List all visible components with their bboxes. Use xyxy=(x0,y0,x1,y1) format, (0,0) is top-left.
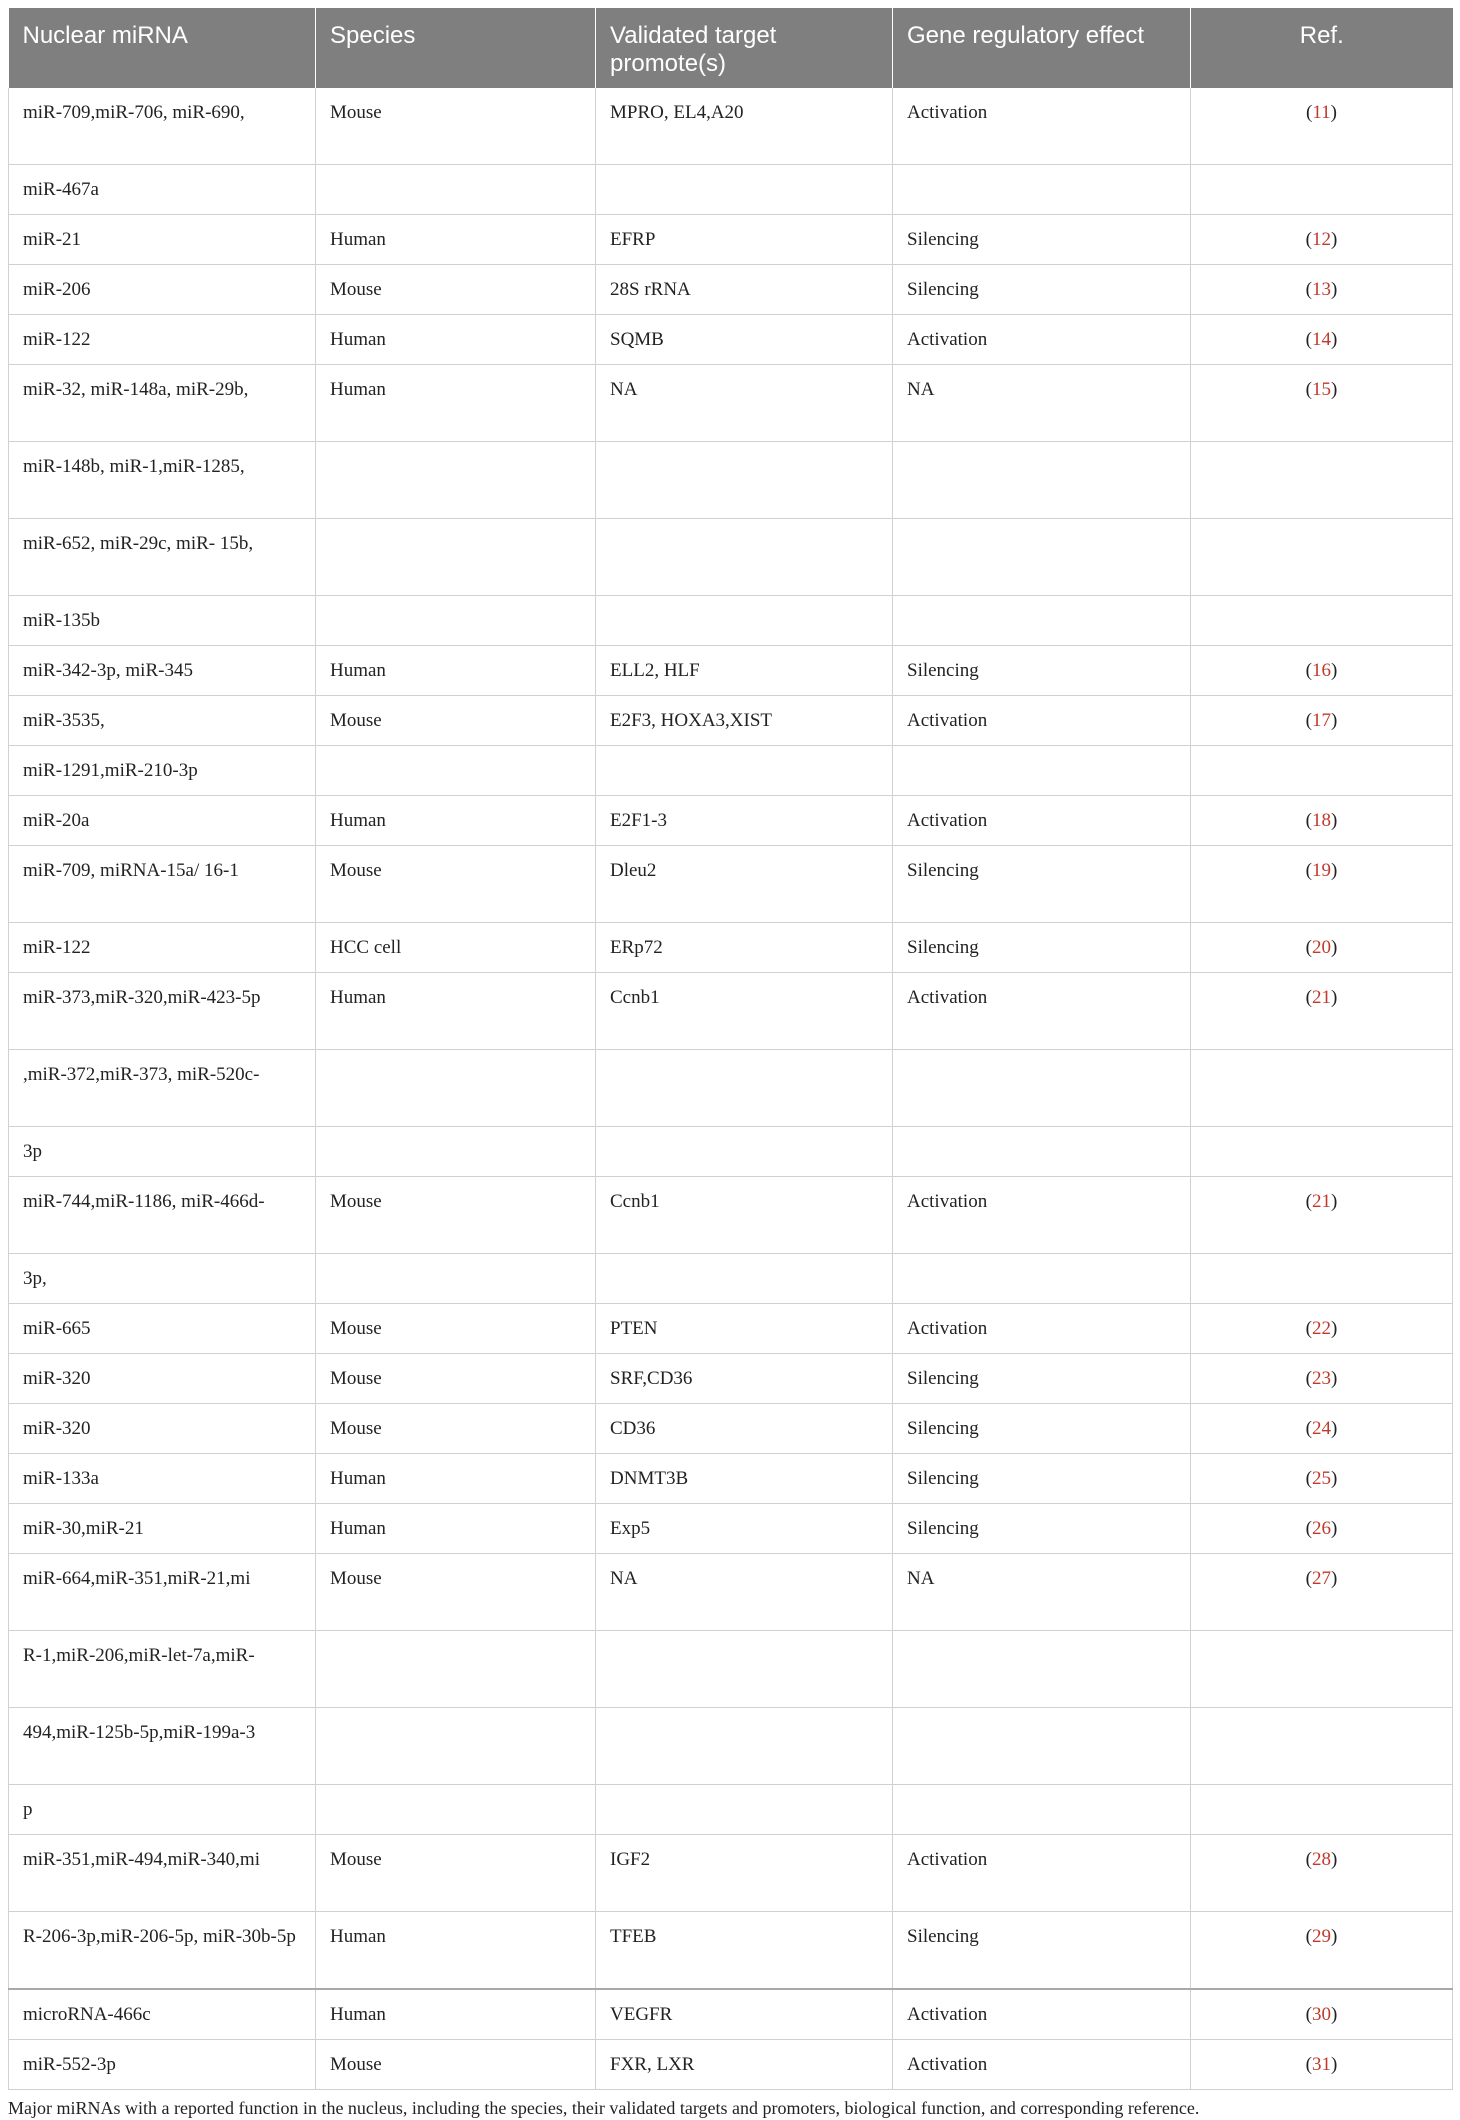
cell-effect: Silencing xyxy=(893,1912,1191,1990)
cell-mirna: miR-744,miR-1186, miR-466d- xyxy=(9,1177,316,1254)
cell-ref xyxy=(1191,646,1453,696)
cell-target xyxy=(596,1631,893,1708)
cell-ref xyxy=(1191,165,1453,215)
cell-mirna: miR-467a xyxy=(9,165,316,215)
ref-paren-close: ) xyxy=(1331,860,1338,881)
ref-paren-open: ( xyxy=(1305,1568,1312,1589)
cell-species xyxy=(316,1254,596,1304)
cell-species: Mouse xyxy=(316,846,596,923)
cell-mirna: miR-652, miR-29c, miR- 15b, xyxy=(9,519,316,596)
cell-target xyxy=(596,1708,893,1785)
cell-ref xyxy=(1191,88,1453,165)
table-row xyxy=(9,1554,1453,1631)
cell-ref xyxy=(1191,265,1453,315)
cell-mirna: miR-342-3p, miR-345 xyxy=(9,646,316,696)
cell-mirna: ,miR-372,miR-373, miR-520c- xyxy=(9,1050,316,1127)
cell-mirna: miR-148b, miR-1,miR-1285, xyxy=(9,442,316,519)
cell-target: ELL2, HLF xyxy=(596,646,893,696)
ref-link[interactable]: 18 xyxy=(1312,810,1331,831)
cell-mirna: miR-664,miR-351,miR-21,mi xyxy=(9,1554,316,1631)
ref-link[interactable]: 28 xyxy=(1312,1849,1331,1870)
cell-ref xyxy=(1191,1912,1453,1990)
cell-effect: Silencing xyxy=(893,265,1191,315)
ref-paren-open: ( xyxy=(1306,102,1313,123)
cell-effect: Silencing xyxy=(893,846,1191,923)
cell-mirna: miR-351,miR-494,miR-340,mi xyxy=(9,1835,316,1912)
ref-link[interactable]: 19 xyxy=(1312,860,1331,881)
cell-species: Human xyxy=(316,796,596,846)
cell-effect: Activation xyxy=(893,315,1191,365)
cell-species: HCC cell xyxy=(316,923,596,973)
cell-species xyxy=(316,1708,596,1785)
cell-target: 28S rRNA xyxy=(596,265,893,315)
cell-ref xyxy=(1191,442,1453,519)
cell-species: Human xyxy=(316,973,596,1050)
table-row xyxy=(9,1177,1453,1254)
ref-paren-close: ) xyxy=(1331,1418,1338,1439)
ref-link[interactable]: 21 xyxy=(1312,1191,1331,1212)
cell-target: Ccnb1 xyxy=(596,973,893,1050)
header-species: Species xyxy=(316,8,596,88)
table-row xyxy=(9,1708,1453,1785)
cell-species xyxy=(316,1785,596,1835)
cell-effect: Activation xyxy=(893,1835,1191,1912)
cell-target: E2F3, HOXA3,XIST xyxy=(596,696,893,746)
table-row xyxy=(9,1354,1453,1404)
header-ref: Ref. xyxy=(1191,8,1453,88)
ref-paren-close: ) xyxy=(1331,987,1338,1008)
cell-effect: Silencing xyxy=(893,646,1191,696)
cell-mirna: miR-30,miR-21 xyxy=(9,1504,316,1554)
cell-effect: Silencing xyxy=(893,923,1191,973)
cell-effect xyxy=(893,519,1191,596)
cell-ref xyxy=(1191,973,1453,1050)
cell-ref xyxy=(1191,1354,1453,1404)
cell-effect xyxy=(893,596,1191,646)
cell-mirna: R-1,miR-206,miR-let-7a,miR- xyxy=(9,1631,316,1708)
cell-ref xyxy=(1191,1050,1453,1127)
ref-link[interactable]: 12 xyxy=(1312,229,1331,250)
ref-paren-close: ) xyxy=(1331,1518,1338,1539)
ref-paren-open: ( xyxy=(1305,810,1312,831)
table-row xyxy=(9,315,1453,365)
cell-effect: Silencing xyxy=(893,1504,1191,1554)
cell-ref xyxy=(1191,746,1453,796)
cell-species: Mouse xyxy=(316,88,596,165)
cell-effect xyxy=(893,165,1191,215)
cell-species xyxy=(316,1127,596,1177)
ref-paren-open: ( xyxy=(1305,2054,1312,2075)
cell-ref xyxy=(1191,696,1453,746)
cell-target: NA xyxy=(596,365,893,442)
table-row xyxy=(9,796,1453,846)
cell-ref xyxy=(1191,1304,1453,1354)
cell-target: Exp5 xyxy=(596,1504,893,1554)
ref-paren-close: ) xyxy=(1331,1368,1338,1389)
cell-effect: Activation xyxy=(893,973,1191,1050)
ref-paren-close: ) xyxy=(1331,229,1338,250)
table-row xyxy=(9,1127,1453,1177)
cell-ref xyxy=(1191,1708,1453,1785)
cell-species: Mouse xyxy=(316,265,596,315)
ref-paren-open: ( xyxy=(1305,229,1312,250)
ref-paren-close: ) xyxy=(1331,710,1338,731)
cell-species xyxy=(316,1050,596,1127)
cell-mirna: miR-320 xyxy=(9,1404,316,1454)
cell-mirna: miR-1291,miR-210-3p xyxy=(9,746,316,796)
ref-link[interactable]: 25 xyxy=(1312,1468,1331,1489)
cell-ref xyxy=(1191,846,1453,923)
ref-paren-open: ( xyxy=(1305,1468,1312,1489)
table-row xyxy=(9,88,1453,165)
ref-paren-open: ( xyxy=(1305,1418,1312,1439)
ref-paren-close: ) xyxy=(1331,1926,1338,1947)
ref-link[interactable]: 24 xyxy=(1312,1418,1331,1439)
table-row xyxy=(9,1785,1453,1835)
cell-target xyxy=(596,165,893,215)
ref-link[interactable]: 27 xyxy=(1312,1568,1331,1589)
cell-ref xyxy=(1191,1454,1453,1504)
cell-effect: Silencing xyxy=(893,215,1191,265)
ref-paren-close: ) xyxy=(1331,937,1338,958)
cell-mirna: miR-21 xyxy=(9,215,316,265)
ref-paren-close: ) xyxy=(1331,1568,1338,1589)
ref-link[interactable]: 21 xyxy=(1312,987,1331,1008)
cell-mirna: miR-709,miR-706, miR-690, xyxy=(9,88,316,165)
table-row xyxy=(9,1454,1453,1504)
cell-ref xyxy=(1191,1504,1453,1554)
cell-ref xyxy=(1191,796,1453,846)
cell-target: Ccnb1 xyxy=(596,1177,893,1254)
cell-species: Mouse xyxy=(316,1177,596,1254)
table-row xyxy=(9,1050,1453,1127)
cell-target: NA xyxy=(596,1554,893,1631)
cell-target: VEGFR xyxy=(596,1989,893,2040)
cell-target: DNMT3B xyxy=(596,1454,893,1504)
cell-mirna: 3p, xyxy=(9,1254,316,1304)
ref-paren-open: ( xyxy=(1305,937,1312,958)
cell-species xyxy=(316,165,596,215)
ref-link[interactable]: 31 xyxy=(1312,2054,1331,2075)
table-row xyxy=(9,215,1453,265)
cell-species: Mouse xyxy=(316,1304,596,1354)
cell-ref xyxy=(1191,365,1453,442)
table-body xyxy=(9,88,1453,2090)
cell-species: Human xyxy=(316,1989,596,2040)
cell-target xyxy=(596,519,893,596)
ref-paren-open: ( xyxy=(1305,1849,1312,1870)
table-row xyxy=(9,746,1453,796)
cell-ref xyxy=(1191,215,1453,265)
ref-paren-close: ) xyxy=(1331,1318,1338,1339)
ref-link[interactable]: 15 xyxy=(1312,379,1331,400)
table-row xyxy=(9,1912,1453,1990)
cell-mirna: miR-32, miR-148a, miR-29b, xyxy=(9,365,316,442)
cell-ref xyxy=(1191,596,1453,646)
cell-species: Mouse xyxy=(316,1404,596,1454)
cell-target: TFEB xyxy=(596,1912,893,1990)
ref-paren-close: ) xyxy=(1331,660,1338,681)
cell-species: Mouse xyxy=(316,1835,596,1912)
ref-paren-close: ) xyxy=(1330,102,1337,123)
cell-effect xyxy=(893,1708,1191,1785)
cell-mirna: 3p xyxy=(9,1127,316,1177)
ref-paren-close: ) xyxy=(1331,2004,1338,2025)
cell-ref xyxy=(1191,1785,1453,1835)
cell-target: IGF2 xyxy=(596,1835,893,1912)
ref-paren-open: ( xyxy=(1305,660,1312,681)
table-row xyxy=(9,1504,1453,1554)
cell-species: Mouse xyxy=(316,1554,596,1631)
cell-species xyxy=(316,442,596,519)
cell-target xyxy=(596,746,893,796)
cell-ref xyxy=(1191,1404,1453,1454)
table-row xyxy=(9,1254,1453,1304)
cell-effect xyxy=(893,1050,1191,1127)
cell-effect xyxy=(893,1127,1191,1177)
cell-mirna: 494,miR-125b-5p,miR-199a-3 xyxy=(9,1708,316,1785)
ref-paren-open: ( xyxy=(1305,1926,1312,1947)
cell-species: Human xyxy=(316,1912,596,1990)
cell-mirna: microRNA-466c xyxy=(9,1989,316,2040)
table-row xyxy=(9,696,1453,746)
cell-ref xyxy=(1191,1177,1453,1254)
ref-paren-close: ) xyxy=(1331,1468,1338,1489)
cell-target xyxy=(596,442,893,519)
cell-target xyxy=(596,1785,893,1835)
table-row xyxy=(9,265,1453,315)
ref-paren-open: ( xyxy=(1305,379,1312,400)
table-row xyxy=(9,519,1453,596)
cell-ref xyxy=(1191,315,1453,365)
ref-paren-close: ) xyxy=(1331,1191,1338,1212)
cell-mirna: p xyxy=(9,1785,316,1835)
cell-target xyxy=(596,1254,893,1304)
cell-ref xyxy=(1191,1989,1453,2040)
cell-effect: Activation xyxy=(893,88,1191,165)
ref-paren-open: ( xyxy=(1305,329,1312,350)
table-row xyxy=(9,596,1453,646)
cell-effect: Activation xyxy=(893,1177,1191,1254)
cell-target: CD36 xyxy=(596,1404,893,1454)
ref-paren-close: ) xyxy=(1331,2054,1338,2075)
cell-mirna: miR-133a xyxy=(9,1454,316,1504)
ref-paren-close: ) xyxy=(1331,329,1338,350)
ref-link[interactable]: 22 xyxy=(1312,1318,1331,1339)
cell-effect: Silencing xyxy=(893,1454,1191,1504)
ref-paren-close: ) xyxy=(1331,1849,1338,1870)
cell-target: PTEN xyxy=(596,1304,893,1354)
cell-effect xyxy=(893,746,1191,796)
table-row xyxy=(9,646,1453,696)
cell-mirna: miR-122 xyxy=(9,315,316,365)
cell-effect: Activation xyxy=(893,2040,1191,2090)
cell-ref xyxy=(1191,2040,1453,2090)
table-row xyxy=(9,1304,1453,1354)
cell-effect xyxy=(893,442,1191,519)
cell-species: Human xyxy=(316,1504,596,1554)
ref-link[interactable]: 29 xyxy=(1312,1926,1331,1947)
cell-effect: Activation xyxy=(893,696,1191,746)
cell-mirna: miR-665 xyxy=(9,1304,316,1354)
ref-link[interactable]: 20 xyxy=(1312,937,1331,958)
table-caption: Major miRNAs with a reported function in the nucleus, including the species, their validated targets and promoters, biological function, and corresponding reference. xyxy=(8,2098,1200,2118)
cell-mirna: miR-320 xyxy=(9,1354,316,1404)
table-row xyxy=(9,846,1453,923)
ref-link[interactable]: 17 xyxy=(1312,710,1331,731)
cell-effect: Activation xyxy=(893,796,1191,846)
cell-target: MPRO, EL4,A20 xyxy=(596,88,893,165)
ref-paren-close: ) xyxy=(1331,379,1338,400)
cell-effect: NA xyxy=(893,1554,1191,1631)
cell-effect xyxy=(893,1785,1191,1835)
cell-effect: Silencing xyxy=(893,1354,1191,1404)
cell-target: SQMB xyxy=(596,315,893,365)
cell-mirna: miR-373,miR-320,miR-423-5p xyxy=(9,973,316,1050)
table-row xyxy=(9,1989,1453,2040)
cell-target: SRF,CD36 xyxy=(596,1354,893,1404)
cell-species: Mouse xyxy=(316,2040,596,2090)
ref-paren-open: ( xyxy=(1305,2004,1312,2025)
cell-species: Human xyxy=(316,365,596,442)
cell-species xyxy=(316,596,596,646)
ref-paren-open: ( xyxy=(1305,1191,1312,1212)
ref-paren-open: ( xyxy=(1305,710,1312,731)
cell-mirna: miR-3535, xyxy=(9,696,316,746)
table-row xyxy=(9,1835,1453,1912)
table-row xyxy=(9,442,1453,519)
ref-link[interactable]: 11 xyxy=(1312,102,1331,123)
cell-species xyxy=(316,1631,596,1708)
ref-link[interactable]: 23 xyxy=(1312,1368,1331,1389)
cell-ref xyxy=(1191,923,1453,973)
table-row xyxy=(9,165,1453,215)
header-nuclear-mirna: Nuclear miRNA xyxy=(9,8,316,88)
header-validated-target: Validated target promote(s) xyxy=(596,8,893,88)
cell-mirna: miR-122 xyxy=(9,923,316,973)
cell-effect xyxy=(893,1631,1191,1708)
ref-paren-open: ( xyxy=(1305,1518,1312,1539)
cell-species xyxy=(316,519,596,596)
cell-ref xyxy=(1191,1835,1453,1912)
ref-paren-open: ( xyxy=(1305,987,1312,1008)
ref-paren-close: ) xyxy=(1331,810,1338,831)
table-row xyxy=(9,973,1453,1050)
cell-ref xyxy=(1191,1127,1453,1177)
cell-target: E2F1-3 xyxy=(596,796,893,846)
ref-link[interactable]: 30 xyxy=(1312,2004,1331,2025)
header-row xyxy=(9,8,1453,88)
cell-effect xyxy=(893,1254,1191,1304)
table-row xyxy=(9,2040,1453,2090)
cell-mirna: miR-709, miRNA-15a/ 16-1 xyxy=(9,846,316,923)
cell-species: Human xyxy=(316,315,596,365)
table-row xyxy=(9,923,1453,973)
cell-species: Human xyxy=(316,646,596,696)
cell-species xyxy=(316,746,596,796)
cell-mirna: miR-20a xyxy=(9,796,316,846)
ref-link[interactable]: 26 xyxy=(1312,1518,1331,1539)
table-row xyxy=(9,365,1453,442)
table-row xyxy=(9,1631,1453,1708)
ref-paren-open: ( xyxy=(1305,1368,1312,1389)
cell-ref xyxy=(1191,519,1453,596)
cell-target: ERp72 xyxy=(596,923,893,973)
mirna-table xyxy=(8,8,1453,2090)
cell-target: EFRP xyxy=(596,215,893,265)
cell-species: Mouse xyxy=(316,696,596,746)
ref-link[interactable]: 13 xyxy=(1312,279,1331,300)
cell-target xyxy=(596,1050,893,1127)
ref-paren-open: ( xyxy=(1305,860,1312,881)
cell-mirna: miR-552-3p xyxy=(9,2040,316,2090)
cell-species: Mouse xyxy=(316,1354,596,1404)
cell-species: Human xyxy=(316,215,596,265)
ref-paren-close: ) xyxy=(1331,279,1338,300)
cell-ref xyxy=(1191,1631,1453,1708)
cell-target: FXR, LXR xyxy=(596,2040,893,2090)
cell-target xyxy=(596,1127,893,1177)
cell-effect: Silencing xyxy=(893,1404,1191,1454)
cell-effect: NA xyxy=(893,365,1191,442)
ref-paren-open: ( xyxy=(1305,279,1312,300)
table-row xyxy=(9,1404,1453,1454)
header-gene-regulatory-effect: Gene regulatory effect xyxy=(893,8,1191,88)
cell-ref xyxy=(1191,1554,1453,1631)
cell-effect: Activation xyxy=(893,1989,1191,2040)
ref-link[interactable]: 16 xyxy=(1312,660,1331,681)
cell-target xyxy=(596,596,893,646)
ref-link[interactable]: 14 xyxy=(1312,329,1331,350)
cell-mirna: miR-135b xyxy=(9,596,316,646)
cell-mirna: R-206-3p,miR-206-5p, miR-30b-5p xyxy=(9,1912,316,1990)
cell-ref xyxy=(1191,1254,1453,1304)
cell-effect: Activation xyxy=(893,1304,1191,1354)
cell-species: Human xyxy=(316,1454,596,1504)
table-container xyxy=(8,8,1452,2120)
cell-mirna: miR-206 xyxy=(9,265,316,315)
ref-paren-open: ( xyxy=(1305,1318,1312,1339)
cell-target: Dleu2 xyxy=(596,846,893,923)
